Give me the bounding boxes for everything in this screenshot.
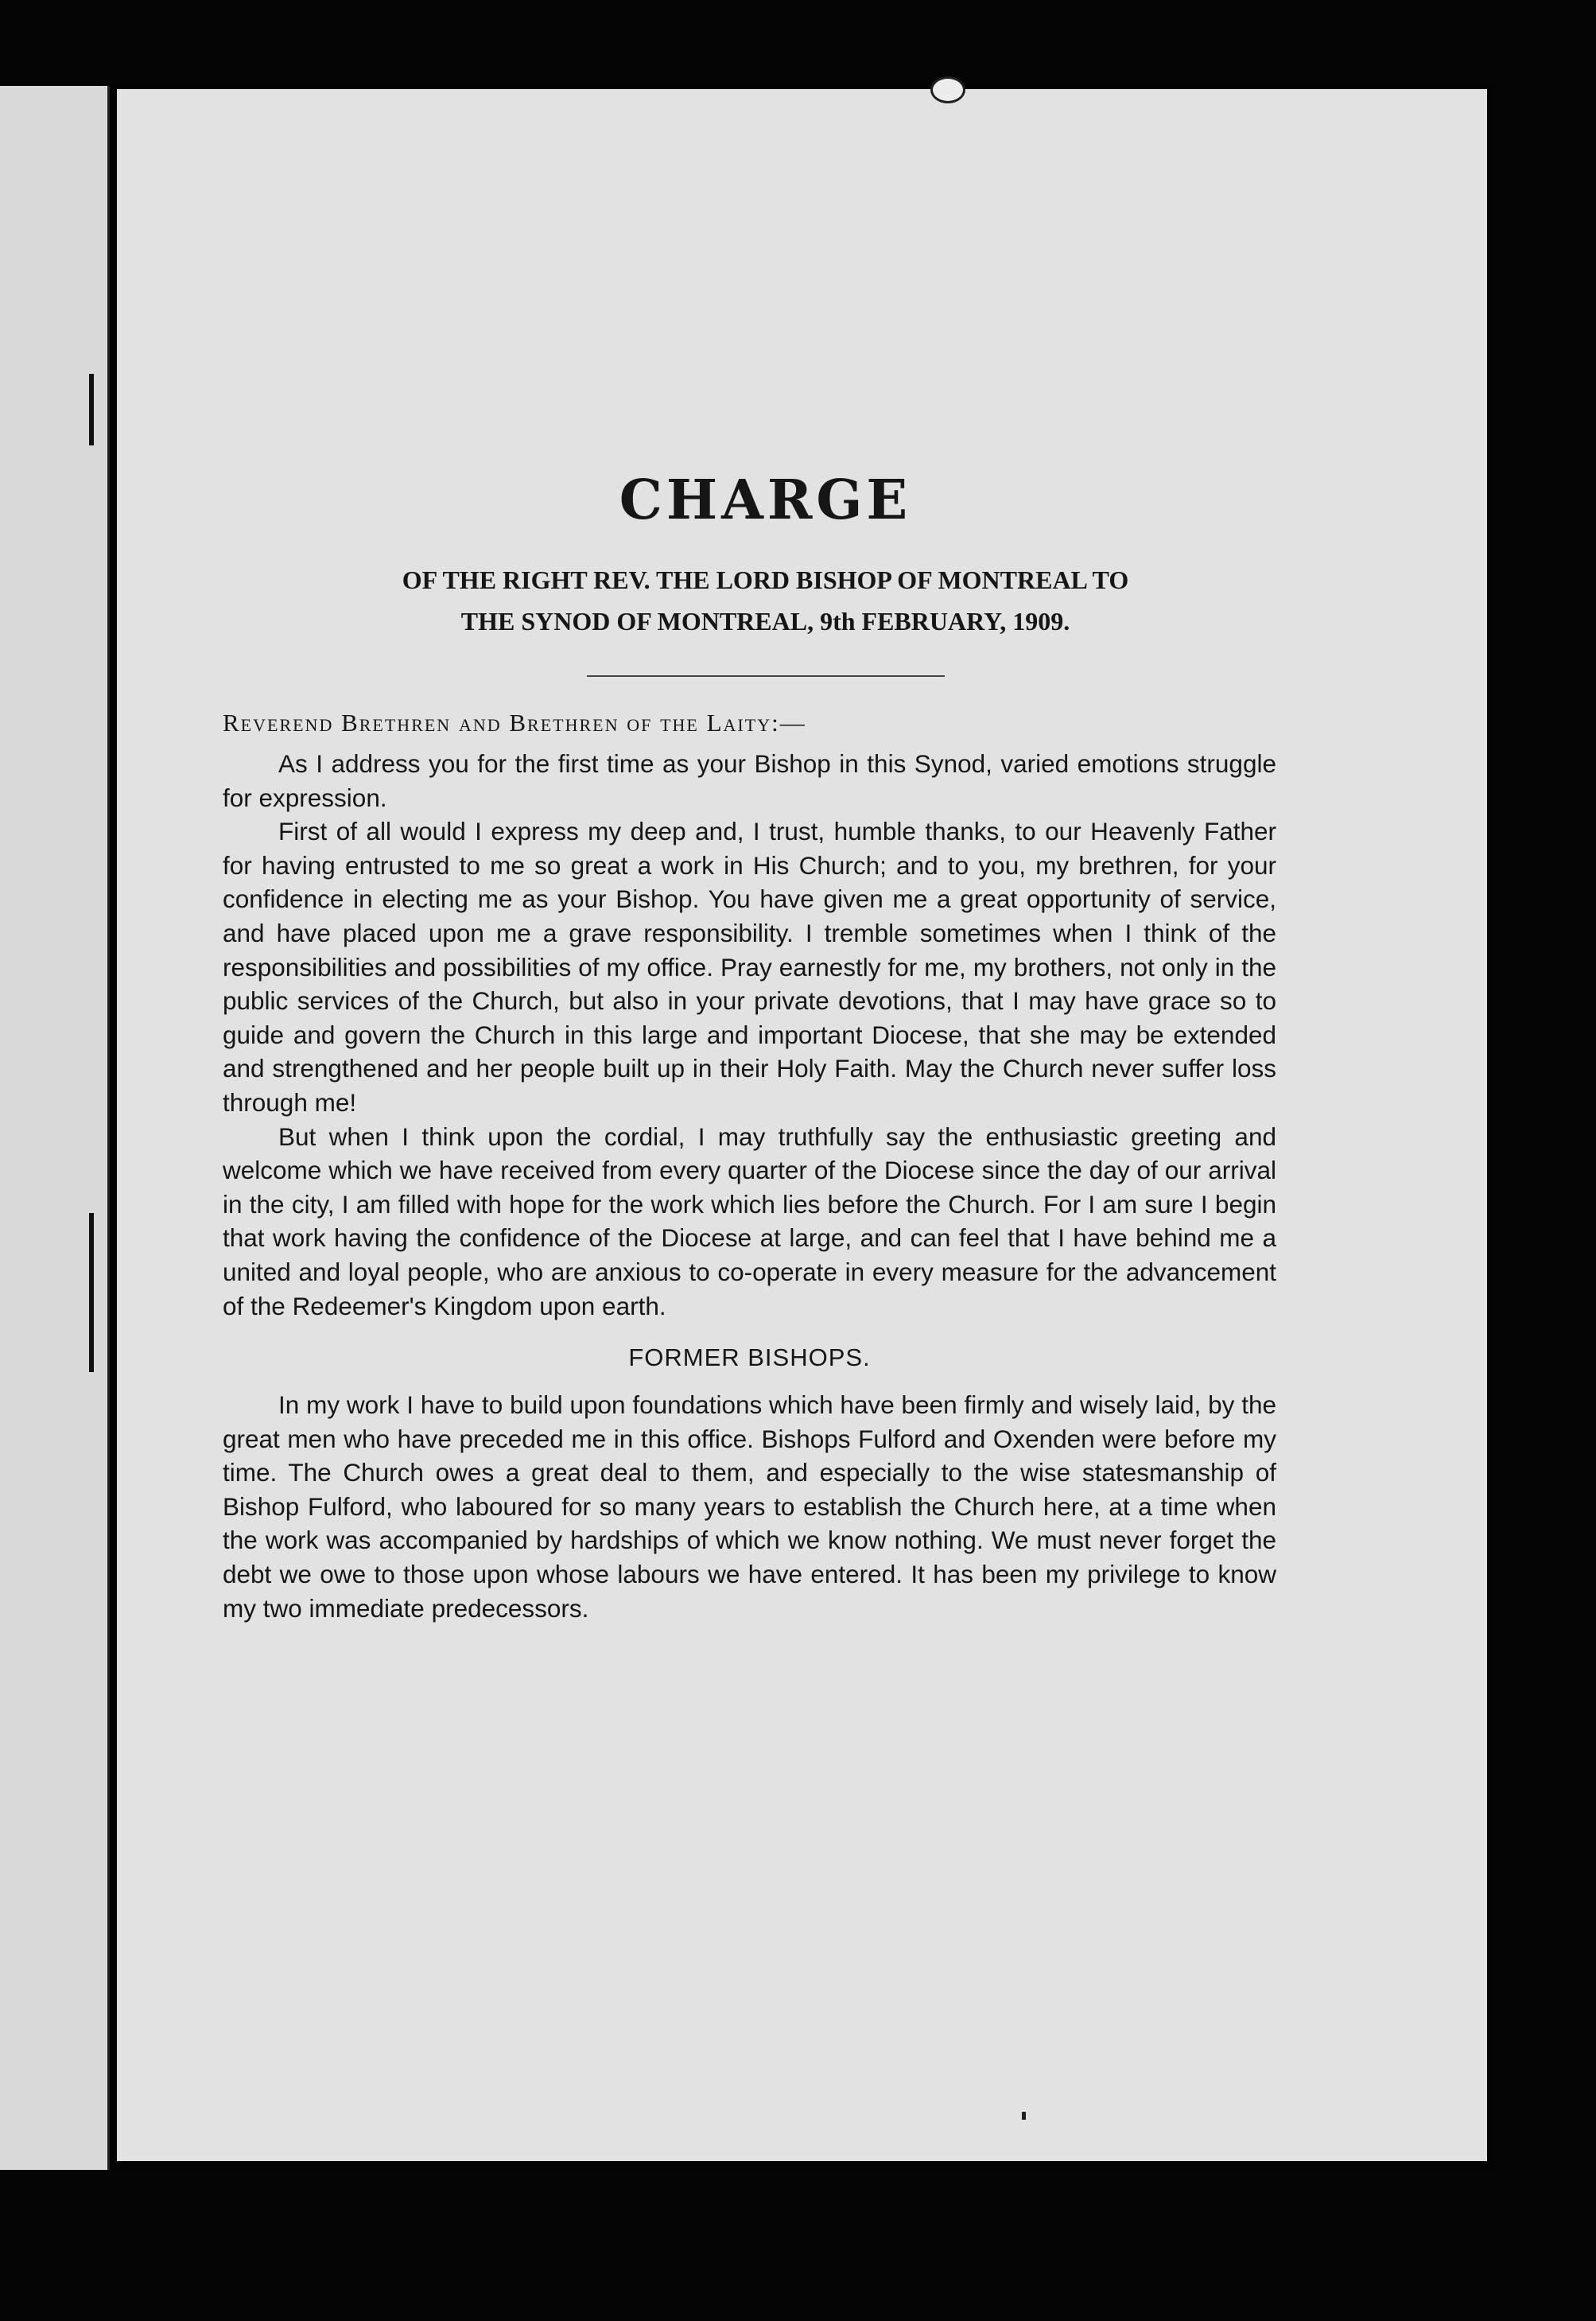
paragraph: First of all would I express my deep and, I trust, humble thanks, to our Heavenly Father for having entrusted to me so great a work in His Church; and to you, my brethren, for your confidence in electing me as your Bishop. You have given me a great opportunity of service, and have placed upon me a grave responsibility. I tremble sometimes when I think of the responsibilities and possibilities of my office. Pray earnestly for me, my brothers, not only in the public services of the Church, but also in your private devotions, that I may have grace so to guide and govern the Church in this large and important Diocese, that she may be extended and strengthened and her people built up in their Holy Faith. May the Church never suffer loss through me! — [223, 817, 1276, 1117]
adjacent-page-mark — [89, 1213, 94, 1372]
page-mark — [1022, 2112, 1026, 2120]
divider-rule — [587, 675, 945, 677]
subtitle-line: OF THE RIGHT REV. THE LORD BISHOP OF MONTREAL TO — [402, 566, 1129, 594]
paragraph: In my work I have to build upon foundations which have been firmly and wisely laid, by the great men who have preceded me in this office. Bishops Fulford and Oxenden were before my time. The Church owes a great deal to them, and especially to the wise statesmanship of Bishop Fulford, who laboured for so many years to establish the Church here, at a time when the work was accompanied by hardships of which we know nothing. We must never forget the debt we owe to those upon whose labours we have entered. It has been my privilege to know my two immediate predecessors. — [223, 1390, 1276, 1623]
document-subtitle — [223, 559, 1276, 642]
page-content — [223, 386, 1276, 1625]
paragraph: As I address you for the first time as your Bishop in this Synod, varied emotions struggle for expression. — [223, 749, 1276, 812]
document-title: CHARGE — [619, 468, 912, 532]
adjacent-page-mark — [89, 374, 94, 445]
subtitle-line: THE SYNOD OF MONTREAL, 9th FEBRUARY, 1909. — [460, 607, 1070, 636]
section-heading: FORMER BISHOPS. — [628, 1343, 871, 1372]
paragraph: But when I think upon the cordial, I may truthfully say the enthusiastic greeting and welcome which we have received from every quarter of the Diocese since the day of our arrival in the city, I am filled with hope for the work which lies before the Church. For I am sure I begin that work having the confidence of the Diocese at large, and can feel that I have behind me a united and loyal people, who are anxious to co-operate in every measure for the advancement of the Redeemer's Kingdom upon earth. — [223, 1122, 1276, 1320]
binding-hole — [930, 76, 965, 103]
salutation: Reverend Brethren and Brethren of the Laity:— — [223, 709, 806, 737]
